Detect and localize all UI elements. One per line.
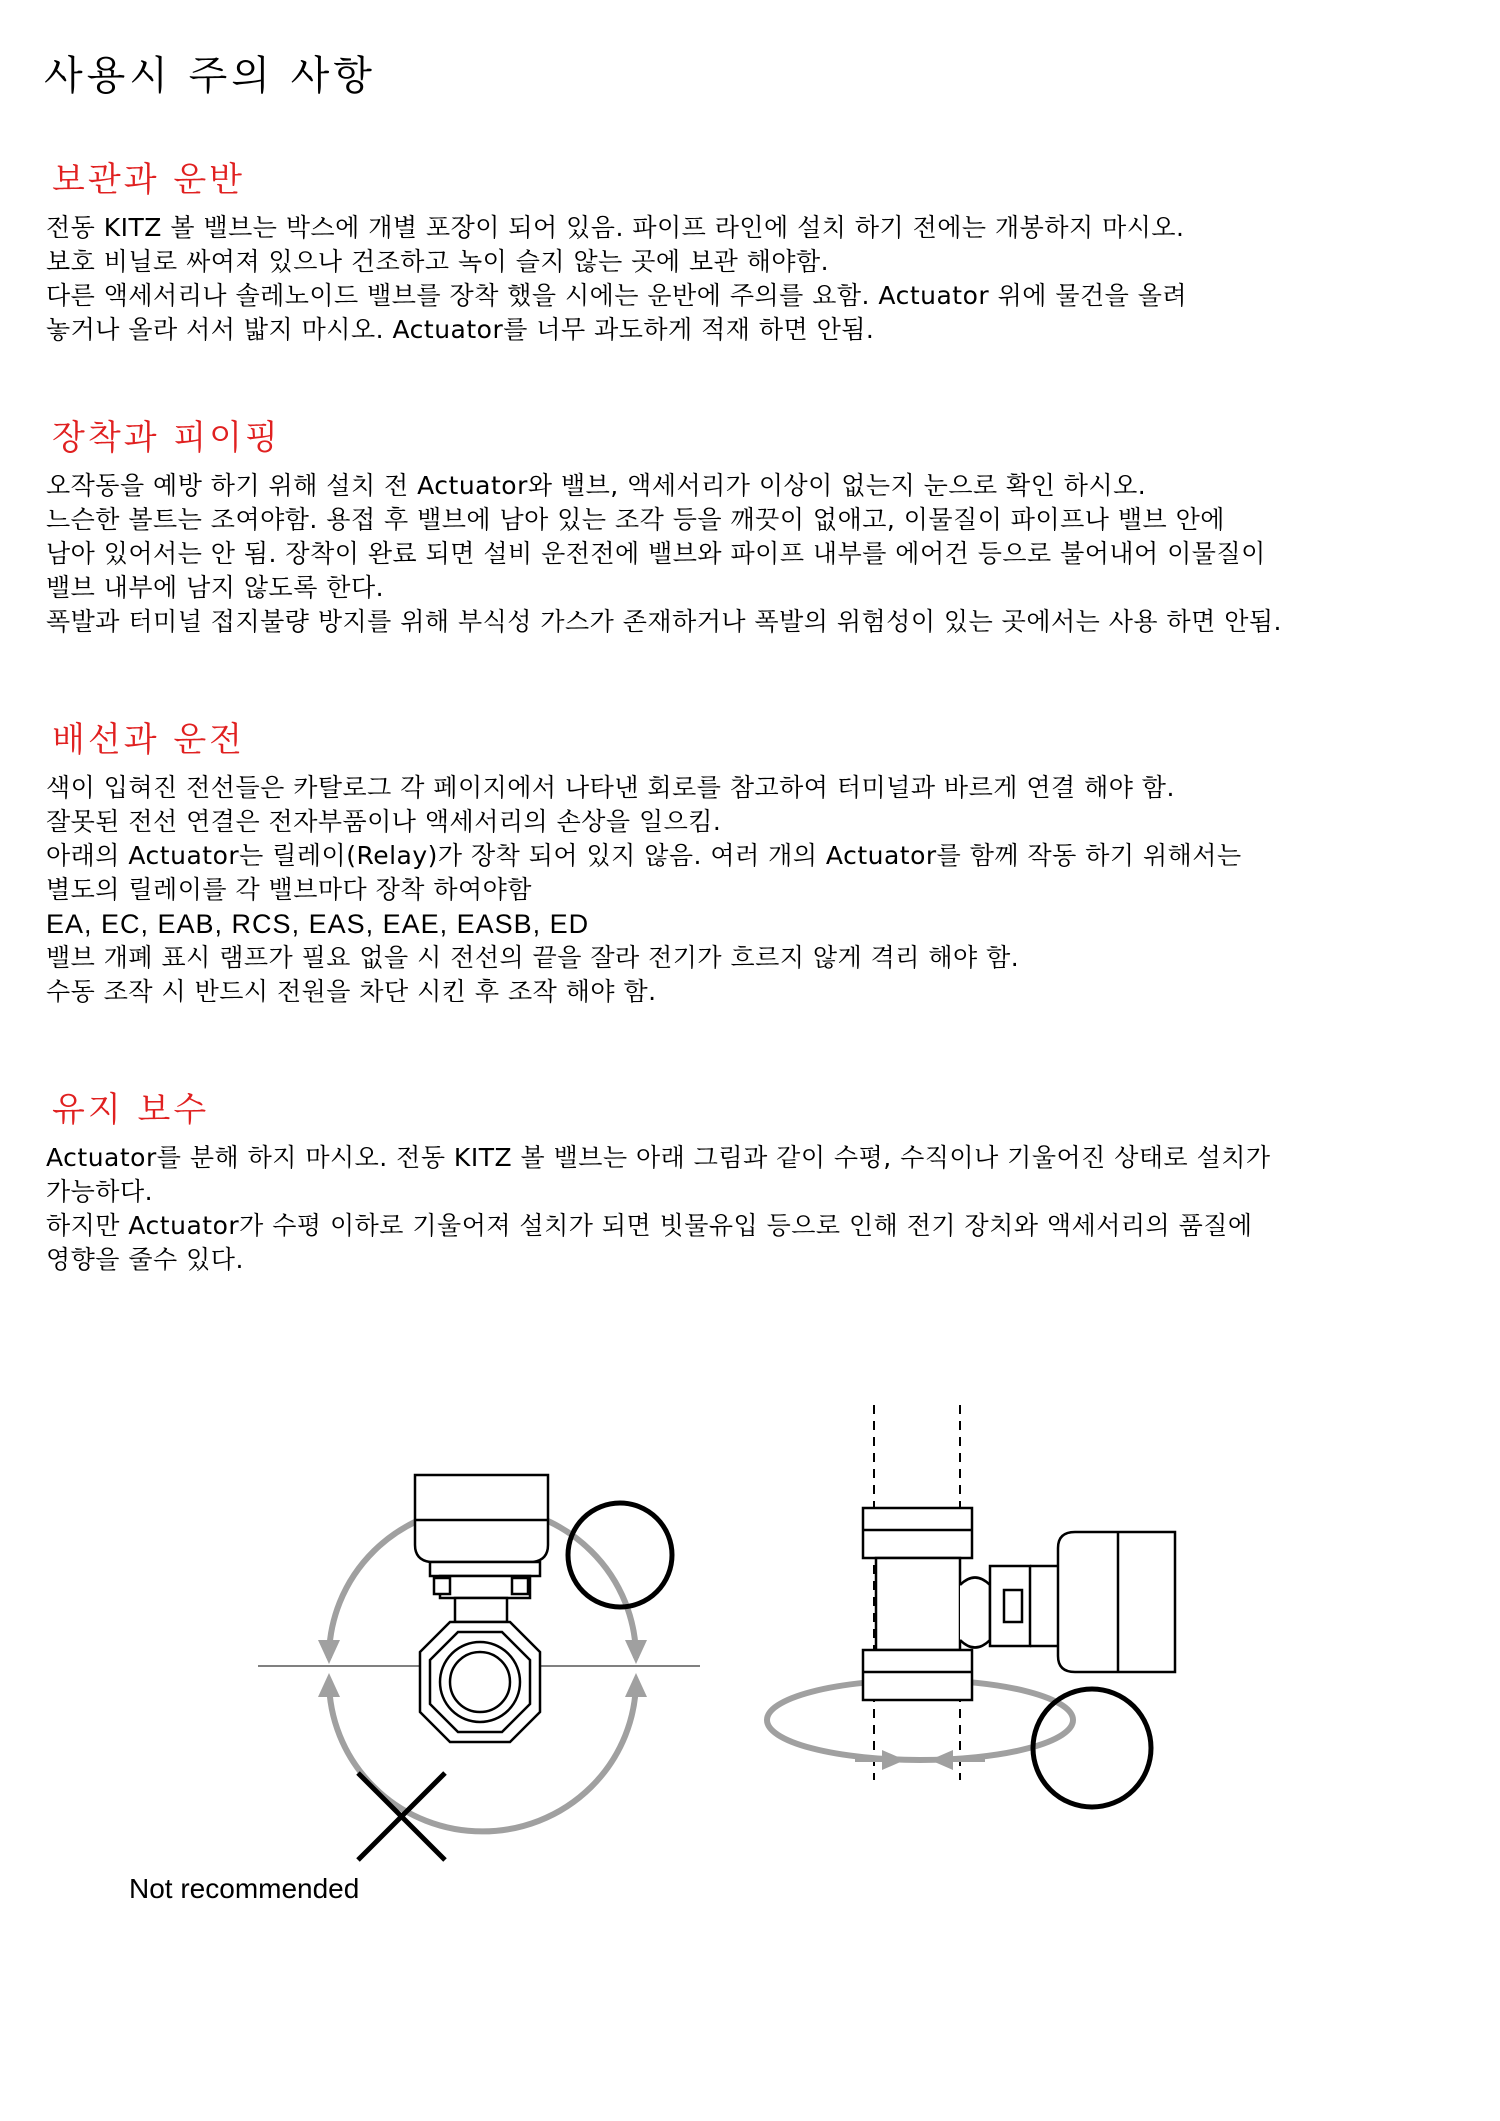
paragraph-line: 전동 KITZ 볼 밸브는 박스에 개별 포장이 되어 있음. 파이프 라인에 설치 하기 전에는 개봉하지 마시오. xyxy=(46,212,1185,242)
arrow-left-icon xyxy=(930,1750,953,1770)
actuator-model-list: EA, EC, EAB, RCS, EAS, EAE, EASB, ED xyxy=(46,908,590,939)
side-actuator-housing xyxy=(1058,1532,1175,1672)
paragraph-line: Actuator를 분해 하지 마시오. 전동 KITZ 볼 밸브는 아래 그림과 같이 수평, 수직이나 기울어진 상태로 설치가 xyxy=(46,1142,1271,1172)
section-heading: 유지 보수 xyxy=(52,1090,210,1130)
front-view-figure xyxy=(258,1475,700,1860)
paragraph-line: 놓거나 올라 서서 밟지 마시오. Actuator를 너무 과도하게 적재 하면 안됨. xyxy=(46,314,875,344)
section-heading: 장착과 피이핑 xyxy=(52,418,281,458)
section-body xyxy=(46,1141,1476,1277)
arrow-down-left-icon xyxy=(318,1640,340,1664)
side-view-figure xyxy=(767,1405,1175,1807)
paragraph-line: 밸브 내부에 남지 않도록 한다. xyxy=(46,572,385,602)
paragraph-line: 하지만 Actuator가 수평 이하로 기울어져 설치가 되면 빗물유입 등으로 인해 전기 장치와 액세서리의 품질에 xyxy=(46,1210,1253,1240)
paragraph-line: 느슨한 볼트는 조여야함. 용접 후 밸브에 남아 있는 조각 등을 깨끗이 없애고, 이물질이 파이프나 밸브 안에 xyxy=(46,504,1225,534)
section-heading: 보관과 운반 xyxy=(52,160,246,200)
arrow-up-right-icon xyxy=(625,1673,647,1697)
paragraph-line: 남아 있어서는 안 됨. 장착이 완료 되면 설비 운전전에 밸브와 파이프 내부를 에어건 등으로 불어내어 이물질이 xyxy=(46,538,1266,568)
paragraph-line: 밸브 개폐 표시 램프가 필요 없을 시 전선의 끝을 잘라 전기가 흐르지 않게 격리 해야 함. xyxy=(46,942,1020,972)
ok-circle-icon xyxy=(1033,1689,1151,1807)
section-wiring-operation xyxy=(46,720,1476,1009)
actuator-housing xyxy=(415,1475,548,1622)
arrow-down-right-icon xyxy=(625,1640,647,1664)
not-recommended-cross-icon xyxy=(358,1773,445,1860)
paragraph-line: 수동 조작 시 반드시 전원을 차단 시킨 후 조작 해야 함. xyxy=(46,976,657,1006)
valve-body xyxy=(420,1622,540,1742)
not-recommended-caption: Not recommended xyxy=(129,1873,360,1904)
section-body xyxy=(46,469,1476,639)
paragraph-line: 오작동을 예방 하기 위해 설치 전 Actuator와 밸브, 액세서리가 이상이 없는지 눈으로 확인 하시오. xyxy=(46,470,1147,500)
section-installation-piping xyxy=(46,418,1476,639)
arrow-up-left-icon xyxy=(318,1673,340,1697)
section-body xyxy=(46,211,1476,347)
paragraph-line: 아래의 Actuator는 릴레이(Relay)가 장착 되어 있지 않음. 여러 개의 Actuator를 함께 작동 하기 위해서는 xyxy=(46,840,1242,870)
section-body xyxy=(46,771,1476,1009)
section-storage-transport xyxy=(46,160,1476,347)
installation-orientation-diagram xyxy=(0,1380,1500,1940)
paragraph-line: 영향을 줄수 있다. xyxy=(46,1244,244,1274)
tee-valve-body xyxy=(863,1508,1058,1700)
paragraph-line: 잘못된 전선 연결은 전자부품이나 액세서리의 손상을 일으킴. xyxy=(46,806,722,836)
paragraph-line: 색이 입혀진 전선들은 카탈로그 각 페이지에서 나타낸 회로를 참고하여 터미널과 바르게 연결 해야 함. xyxy=(46,772,1175,802)
section-maintenance xyxy=(46,1090,1476,1277)
paragraph-line: 별도의 릴레이를 각 밸브마다 장착 하여야함 xyxy=(46,874,532,904)
paragraph-line: 가능하다. xyxy=(46,1176,154,1206)
paragraph-line: 폭발과 터미널 접지불량 방지를 위해 부식성 가스가 존재하거나 폭발의 위험성이 있는 곳에서는 사용 하면 안됨. xyxy=(46,606,1282,636)
page-title: 사용시 주의 사항 xyxy=(44,53,376,99)
arrow-right-icon xyxy=(882,1750,905,1770)
section-heading: 배선과 운전 xyxy=(52,720,246,760)
paragraph-line: 다른 액세서리나 솔레노이드 밸브를 장착 했을 시에는 운반에 주의를 요함. Actuator 위에 물건을 올려 xyxy=(46,280,1188,310)
paragraph-line: 보호 비닐로 싸여져 있으나 건조하고 녹이 슬지 않는 곳에 보관 해야함. xyxy=(46,246,830,276)
